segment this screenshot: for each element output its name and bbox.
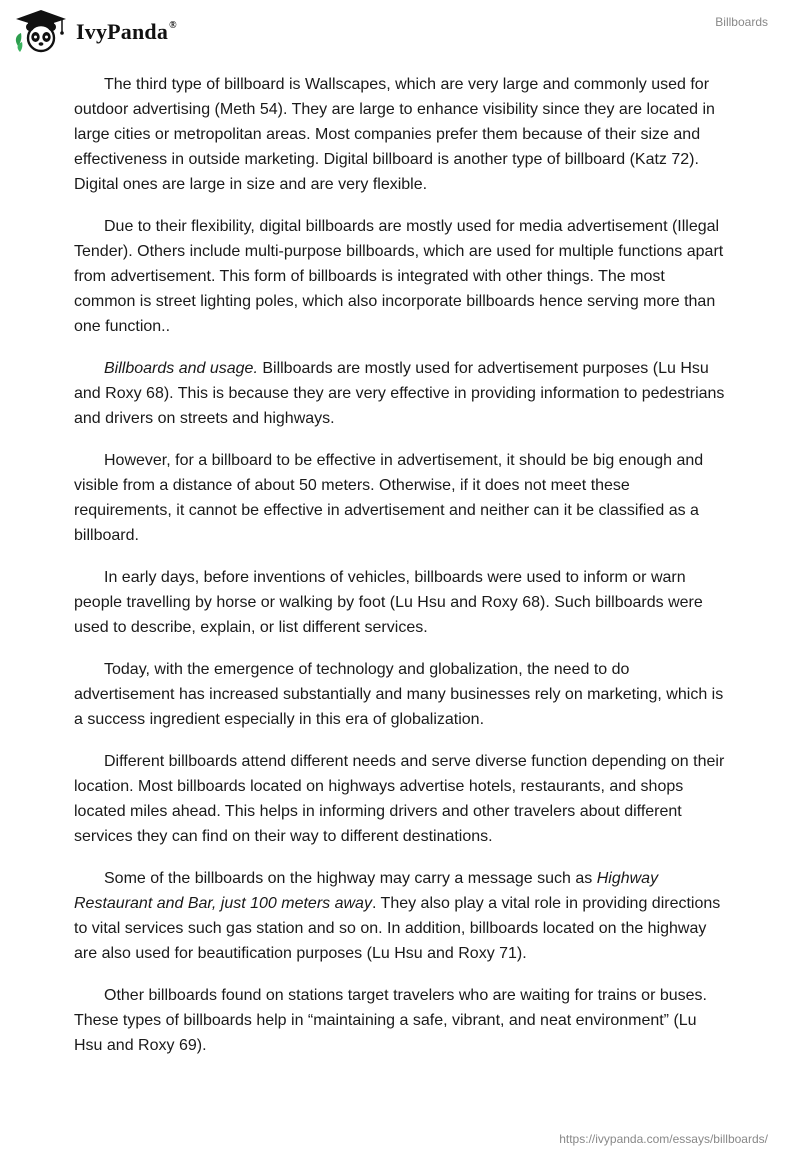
- paragraph-text: Some of the billboards on the highway may carry a message such as: [104, 870, 597, 887]
- source-url[interactable]: https://ivypanda.com/essays/billboards/: [559, 1132, 768, 1146]
- essay-body: [74, 72, 726, 1075]
- paragraph-text: . They also play a vital role in providing directions to vital services such gas station and so on. In addition, billboards located on the highway are also used for beautification purposes (Lu Hsu and Roxy 71).: [74, 895, 721, 962]
- page-header: [0, 0, 800, 62]
- subheading-italic: Billboards and usage.: [104, 360, 258, 377]
- paragraph: Today, with the emergence of technology and globalization, the need to do advertisement has increased substantially and many businesses rely on marketing, which is a success ingredient especially in this era of globalization.: [74, 661, 724, 728]
- panda-graduate-icon: [12, 8, 70, 54]
- paragraph: However, for a billboard to be effective in advertisement, it should be big enough and visible from a distance of about 50 meters. Otherwise, if it does not meet these requirements, it cannot be effective in advertisement and neither can it be classified as a billboard.: [74, 452, 704, 544]
- paragraph: The third type of billboard is Wallscapes, which are very large and commonly used for outdoor advertising (Meth 54). They are large to enhance visibility since they are located in large cities or metropolitan areas. Most companies prefer them because of their size and effectiveness in outside marketing. Digital billboard is another type of billboard (Katz 72). Digital ones are large in size and are very flexible.: [74, 76, 715, 193]
- paragraph: Different billboards attend different needs and serve diverse function depending on their location. Most billboards located on highways advertise hotels, restaurants, and shops located miles ahead. This helps in informing drivers and other travelers about different services they can find on their way to different destinations.: [74, 753, 725, 845]
- ivypanda-logo[interactable]: [12, 8, 177, 54]
- quoted-message-italic: Highway Restaurant and Bar, just 100 meters away: [74, 870, 659, 912]
- paragraph: Other billboards found on stations target travelers who are waiting for trains or buses. These types of billboards help in “maintaining a safe, vibrant, and neat environment” (Lu Hsu and Roxy 69).: [74, 987, 707, 1054]
- paragraph-text: Billboards are mostly used for advertisement purposes (Lu Hsu and Roxy 68). This is because they are very effective in providing information to pedestrians and drivers on streets and highways.: [74, 360, 725, 427]
- document-title: Billboards: [715, 15, 768, 29]
- paragraph: [74, 356, 726, 431]
- brand-name: IvyPanda®: [76, 19, 177, 44]
- paragraph: Due to their flexibility, digital billboards are mostly used for media advertisement (Illegal Tender). Others include multi-purpose billboards, which are used for multiple functions apart from advertisement. This form of billboards is integrated with other things. The most common is street lighting poles, which also incorporate billboards hence serving more than one function..: [74, 218, 724, 335]
- paragraph: [74, 866, 726, 966]
- paragraph: In early days, before inventions of vehicles, billboards were used to inform or warn people travelling by horse or walking by foot (Lu Hsu and Roxy 68). Such billboards were used to describe, explain, or list different services.: [74, 569, 703, 636]
